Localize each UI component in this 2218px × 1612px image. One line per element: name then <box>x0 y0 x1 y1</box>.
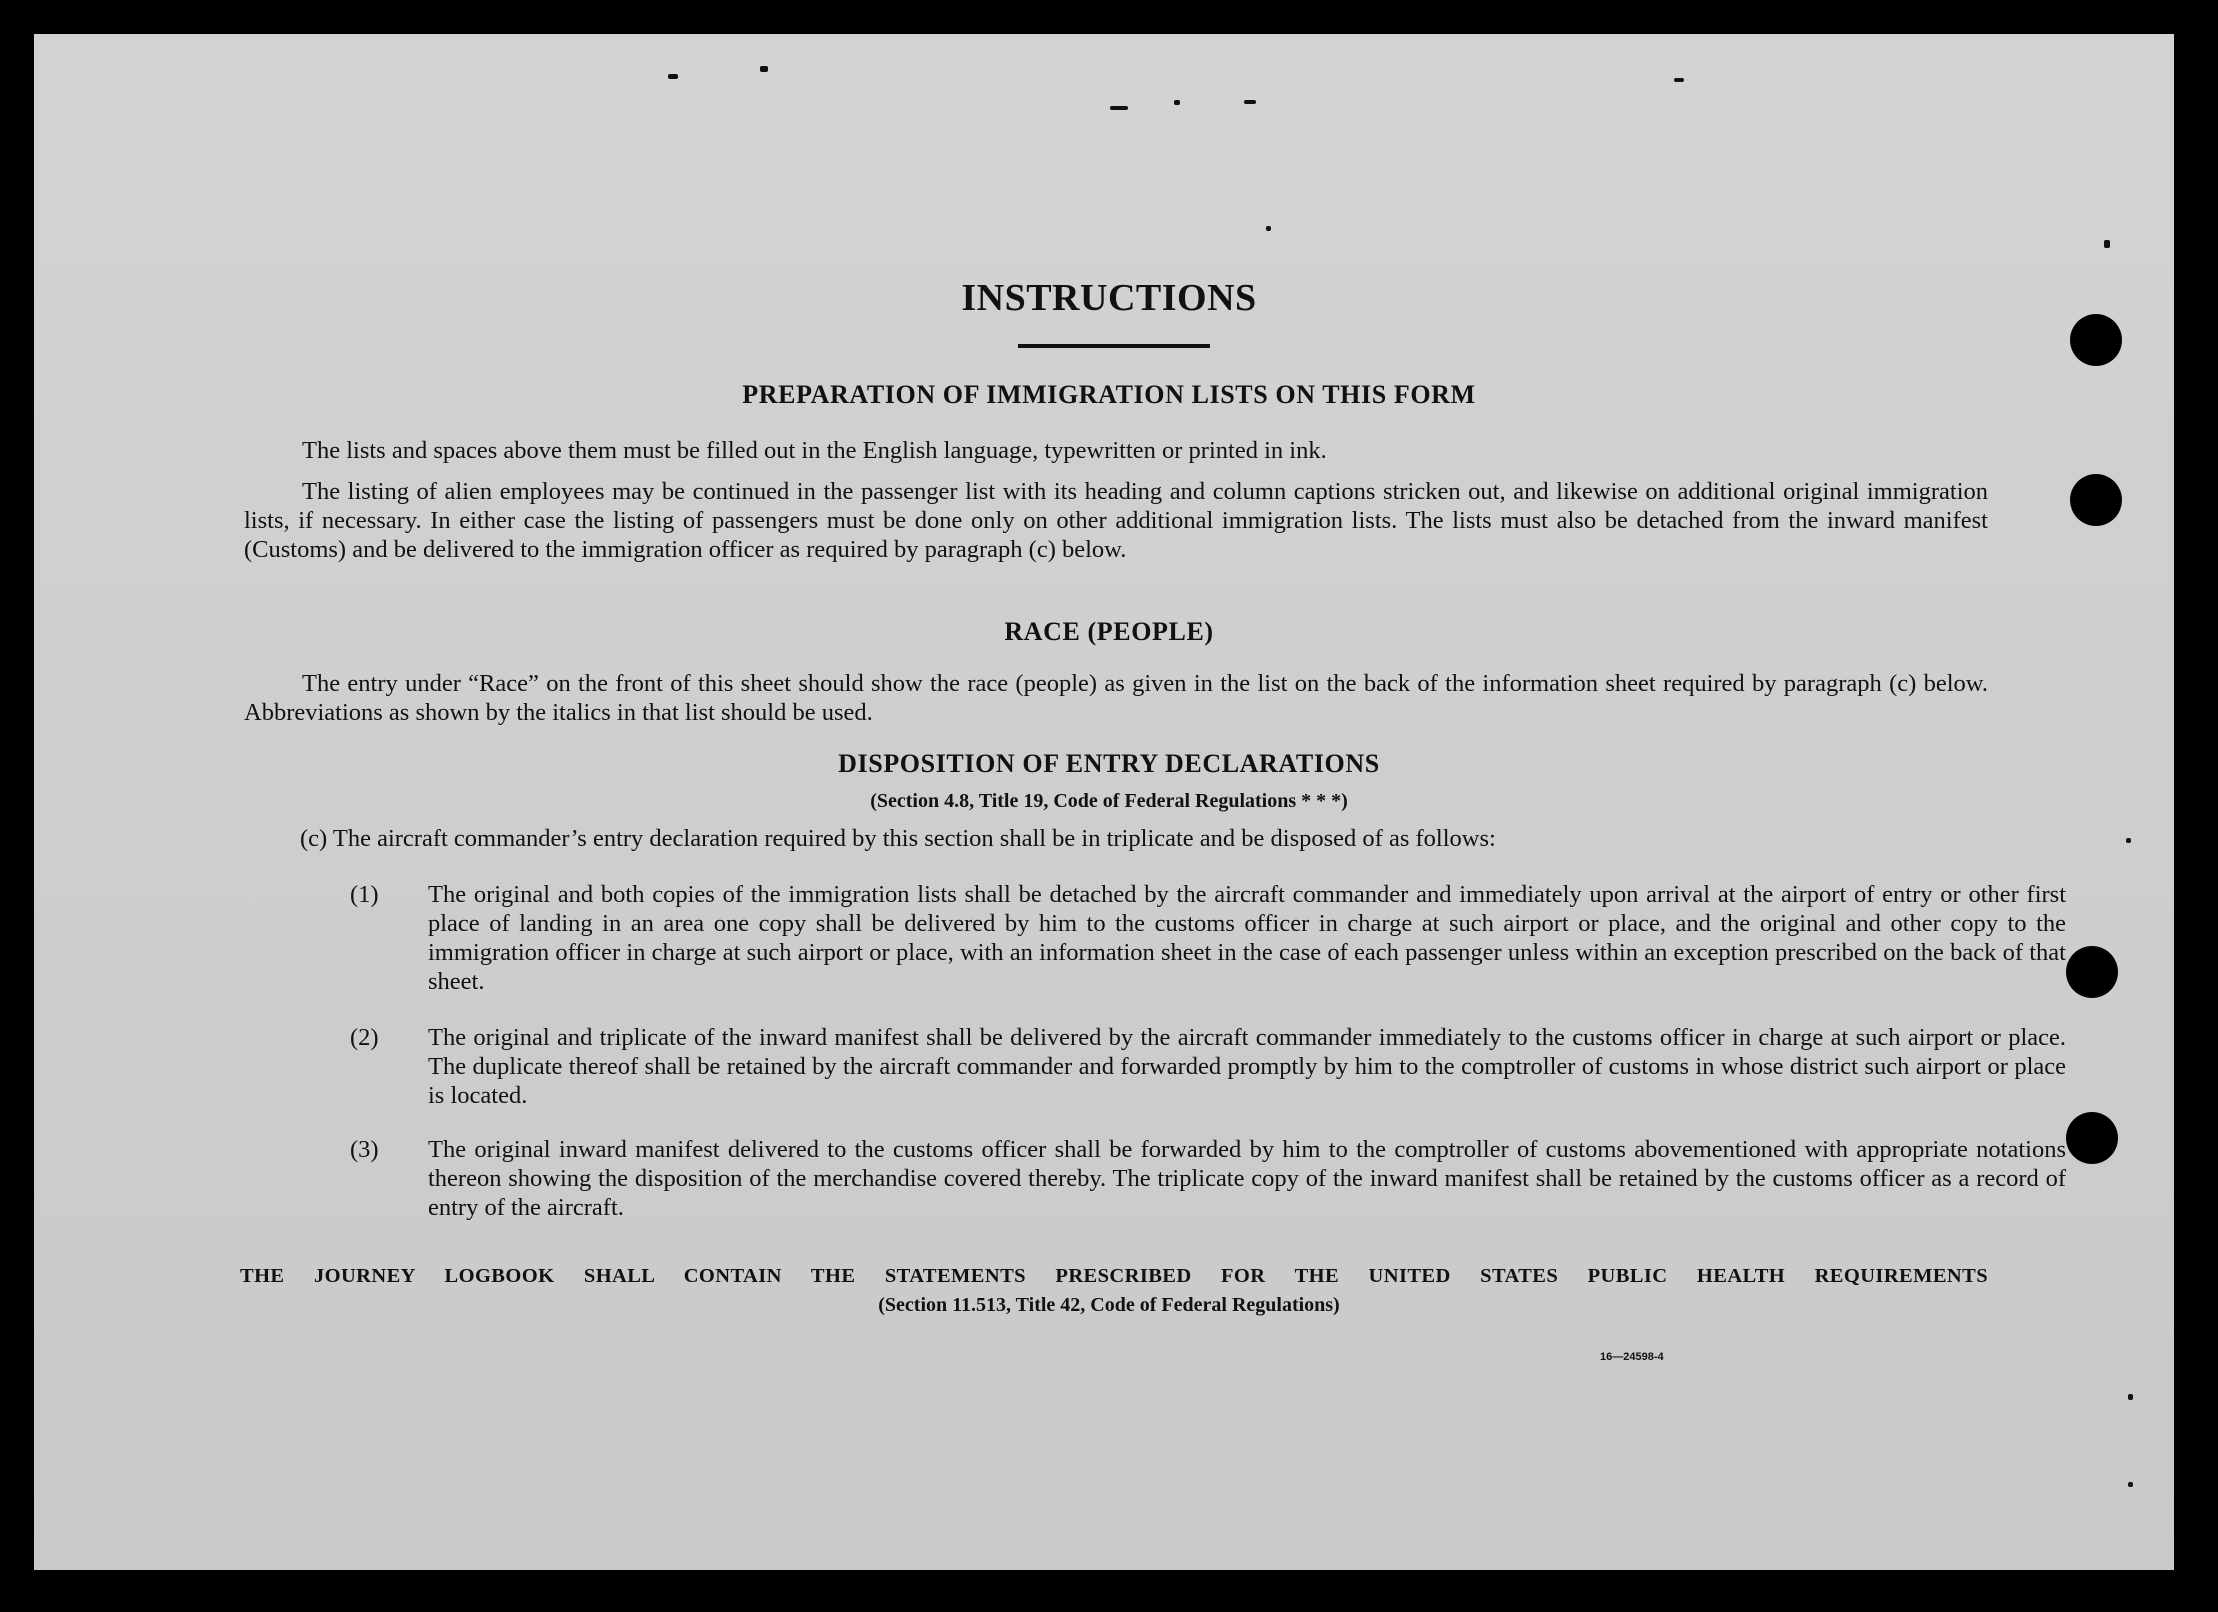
punch-hole-1 <box>2070 314 2122 366</box>
scan-speck <box>1110 106 1128 110</box>
section-heading-race: RACE (PEOPLE) <box>1004 617 1214 646</box>
title-underline <box>1018 344 1210 348</box>
health-requirements-statement: THE JOURNEY LOGBOOK SHALL CONTAIN THE STATEMENTS PRESCRIBED FOR THE UNITED STATES PUBLIC HEALTH REQUIREMENTS <box>240 1265 1988 1287</box>
item-number: (1) <box>350 881 379 908</box>
item-text: The original and triplicate of the inward manifest shall be delivered by the aircraft commander immediately to the customs officer in charge at such airport or place. The duplicate thereof shall be retained by the aircraft commander and forwarded promptly by him to the comptroller of customs in whose district such airport or place is located. <box>428 1024 2066 1109</box>
scan-speck <box>2128 1394 2133 1400</box>
preparation-paragraph-1: The lists and spaces above them must be filled out in the English language, typewritten or printed in ink. <box>302 437 1327 464</box>
section-heading-disposition: DISPOSITION OF ENTRY DECLARATIONS <box>838 749 1380 778</box>
scan-speck <box>760 66 768 72</box>
disposition-lead: (c) The aircraft commander’s entry declaration required by this section shall be in triplicate and be disposed of as follows: <box>300 825 1496 852</box>
scan-speck <box>1674 78 1684 82</box>
scan-speck <box>2128 1482 2133 1487</box>
section-heading-preparation: PREPARATION OF IMMIGRATION LISTS ON THIS FORM <box>742 380 1476 409</box>
preparation-paragraph-2: The listing of alien employees may be continued in the passenger list with its heading and column captions stricken out, and likewise on additional original immigration lists, if necessary. In either case the listing of passengers must be done only on other additional immigration lists. The lists must also be detached from the inward manifest (Customs) and be delivered to the immigration officer as required by paragraph (c) below. <box>244 478 1988 563</box>
race-paragraph: The entry under “Race” on the front of this sheet should show the race (people) as given in the list on the back of the information sheet required by paragraph (c) below. Abbreviations as shown by the italics in that list should be used. <box>244 670 1988 726</box>
punch-hole-2 <box>2070 474 2122 526</box>
punch-hole-3 <box>2066 946 2118 998</box>
item-number: (3) <box>350 1136 379 1163</box>
item-text: The original and both copies of the immigration lists shall be detached by the aircraft commander and immediately upon arrival at the airport of entry or other first place of landing in an area one copy shall be delivered by him to the customs officer in charge at such airport or place, and the original and other copy to the immigration officer in charge at such airport or place, with an information sheet in the case of each passenger unless within an exception prescribed on the back of that sheet. <box>428 881 2066 995</box>
item-number: (2) <box>350 1024 379 1051</box>
health-requirements-citation: (Section 11.513, Title 42, Code of Federal Regulations) <box>878 1294 1340 1316</box>
disposition-citation: (Section 4.8, Title 19, Code of Federal Regulations * * *) <box>870 790 1348 812</box>
scan-speck <box>1244 100 1256 104</box>
scan-speck <box>1266 226 1271 231</box>
disposition-item-1 <box>350 880 2066 996</box>
form-number: 16—24598-4 <box>1600 1351 1664 1363</box>
scan-speck <box>2126 838 2131 843</box>
disposition-item-2 <box>350 1023 2066 1110</box>
scan-speck <box>668 74 678 79</box>
scan-speck <box>1174 100 1180 105</box>
punch-hole-4 <box>2066 1112 2118 1164</box>
scan-speck <box>2104 240 2110 248</box>
disposition-item-3 <box>350 1135 2066 1222</box>
page-title: INSTRUCTIONS <box>961 277 1257 319</box>
item-text: The original inward manifest delivered to the customs officer shall be forwarded by him to the comptroller of customs abovementioned with appropriate notations thereon showing the disposition of the merchandise covered thereby. The triplicate copy of the inward manifest shall be retained by the customs officer as a record of entry of the aircraft. <box>428 1136 2066 1221</box>
